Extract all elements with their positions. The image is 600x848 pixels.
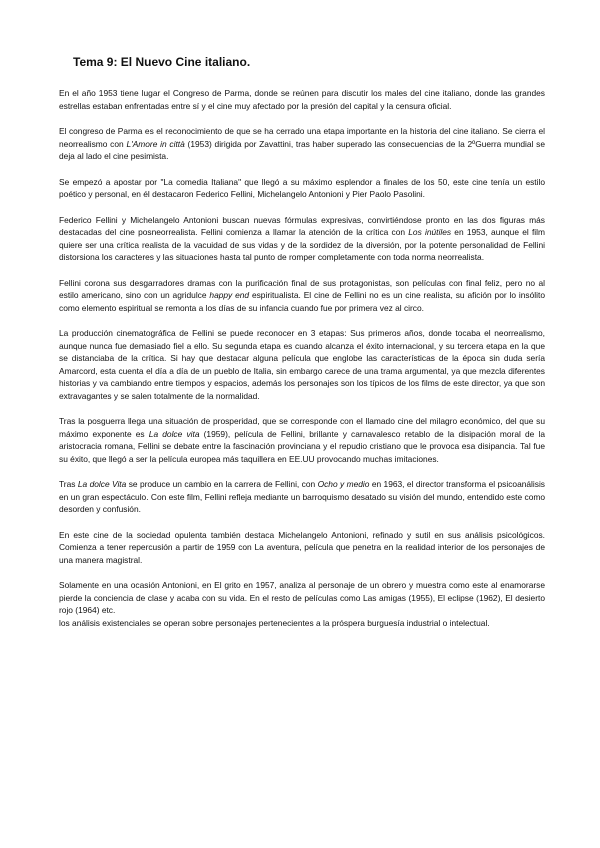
film-title: Los inútiles [408, 227, 452, 237]
paragraph-8: Tras La dolce Vita se produce un cambio en la carrera de Fellini, con Ocho y medio en 1963, el director transforma el psicoanálisis en un gran espectáculo. Con este film, Fellini refleja mediante un barroquismo desatado su visión del mundo, entendido este como desorden y confusión. [59, 479, 545, 514]
film-title: Ocho y medio [317, 479, 370, 489]
paragraph-10: Solamente en una ocasión Antonioni, en El grito en 1957, analiza al personaje de un obrero y muestra como este al enamorarse pierde la conciencia de clase y acaba con su vida. En el resto de películas como Las amigas (1955), El eclipse (1962), El desierto rojo (1964) etc. [59, 580, 545, 615]
page-title: Tema 9: El Nuevo Cine italiano. [73, 55, 251, 69]
film-title: L'Amore in città [126, 138, 185, 149]
emphasis: happy end [209, 290, 250, 300]
paragraph-2: El congreso de Parma es el reconocimiento de que se ha cerrado una etapa importante en la historia del cine italiano. Se cierra el neorrealismo con L'Amore in città (1953) dirigida por Zavattini, tras haber superado las consecuencias de la 2ºGuerra mundial se deja al lado el cine pesimista. [59, 126, 545, 161]
paragraph-4: Federico Fellini y Michelangelo Antonioni buscan nuevas fórmulas expresivas, convirtiéndose pronto en las dos figuras más destacadas del cine posneorrealista. Fellini comienza a llamar la atención de la crítica con Los inútiles en 1953, aunque el film quiere ser una crítica realista de la vacuidad de sus vidas y de la sordidez de la diversión, por la potente personalidad de Fellini distorsiona los caracteres y las situaciones hasta tal punto de romper completamente con toda norma neorrealista. [59, 214, 546, 262]
document-body [59, 87, 545, 642]
paragraph-5: Fellini corona sus desgarradores dramas con la purificación final de sus protagonistas, son películas con final feliz, pero no al estilo americano, sino con un agridulce happy end espiritualista. El cine de Fellini no es un cine realista, su afición por lo insólito como elemento espiritual se remonta a los días de su infancia cuando fue por primera vez al circo. [59, 277, 545, 313]
paragraph-6: La producción cinematográfica de Fellini se puede reconocer en 3 etapas: Sus primeros años, donde tocaba el neorrealismo, aunque nunca fue demasiado fiel a ello. Su segunda etapa es cuando alcanza el éxito internacional, y su tercera etapa en la que se distanciaba de la crítica. Si hay que destacar alguna película que englobe las características de la época sin duda sería Amarcord, esta cuenta el día a día de un pueblo de Italia, sin embargo carece de una trama argumental, ya que mezcla diferentes historias y va cambiando entre tiempos y espacios, además los personajes son los típicos de los films de este director, ya que son extravagantes y se salen totalmente de la normalidad. [59, 328, 545, 401]
film-title: La dolce Vita [77, 479, 127, 489]
paragraph-1: En el año 1953 tiene lugar el Congreso de Parma, donde se reúnen para discutir los males del cine italiano, donde las grandes estrellas estaban enfrentadas entre sí y el cine muy afectado por la presión del capital y la censura oficial. [59, 88, 545, 111]
paragraph-11: los análisis existenciales se operan sobre personajes pertenecientes a la próspera burguesía industrial o intelectual. [59, 617, 490, 628]
film-title: La dolce vita [148, 428, 200, 439]
paragraph-3: Se empezó a apostar por "La comedia Italiana" que llegó a su máximo esplendor a finales de los 50, este cine tenía un estilo poético y personal, en él destacaron Federico Fellini, Michelangelo Antonioni y Pier Paolo Pasolini. [59, 176, 545, 199]
paragraph-9: En este cine de la sociedad opulenta también destaca Michelangelo Antonioni, refinado y sutil en sus análisis psicológicos. Comienza a tener repercusión a partir de 1959 con La aventura, película que penetra en la realidad interior de los personajes de una manera magistral. [59, 529, 545, 565]
paragraph-7: Tras la posguerra llega una situación de prosperidad, que se corresponde con el llamado cine del milagro económico, del que su máximo exponente es La dolce vita (1959), película de Fellini, brillante y carnavalesco retablo de la disipación moral de la aristocracia romana, Fellini se debate entre la fascinación provinciana y el repudio cristiano que le provoca esa disipancia. Tal fue su éxito, que llegó a ser la película europea más taquillera en EE.UU provocando muchas imitaciones. [59, 416, 546, 464]
